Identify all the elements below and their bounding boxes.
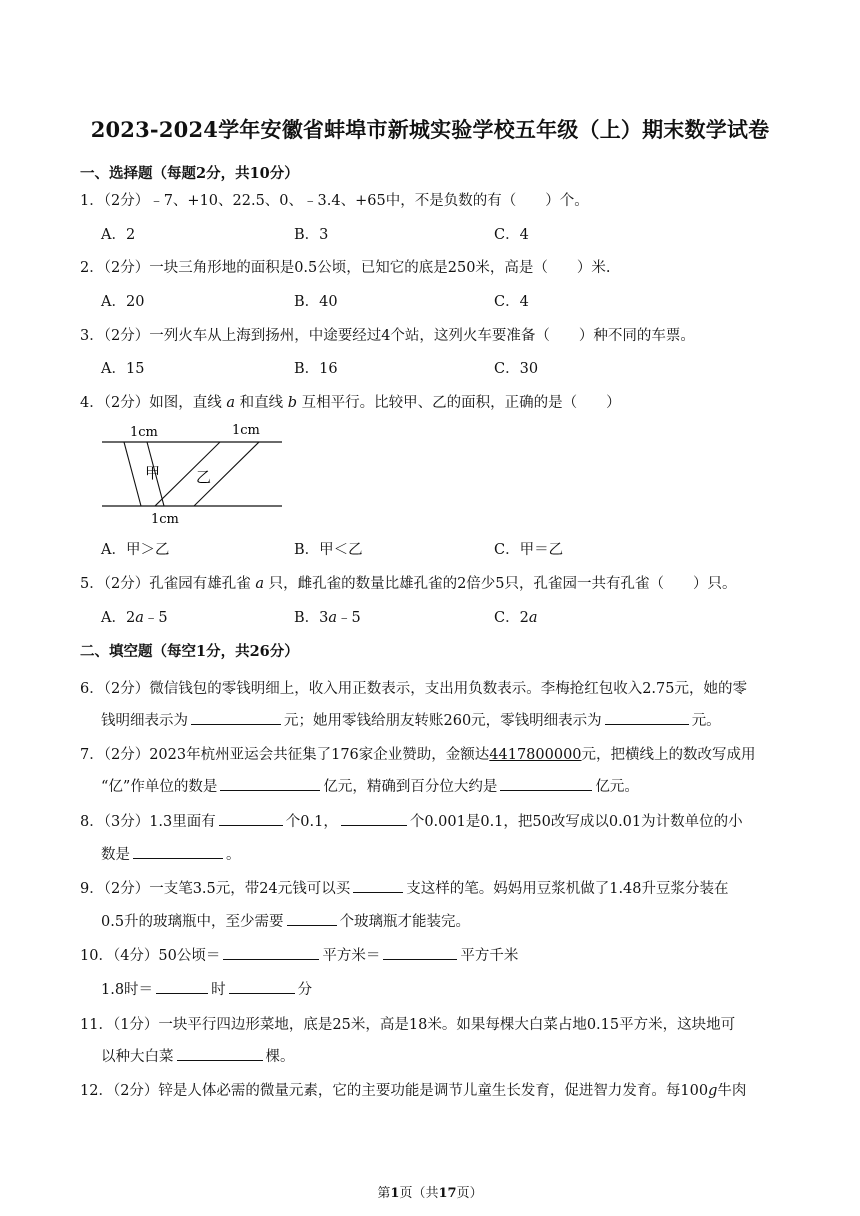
answer-blank[interactable]: [287, 911, 337, 926]
q11-text-a: 以种大白菜: [101, 1049, 174, 1065]
page-total: 17: [438, 1186, 457, 1201]
question-10-line1: [80, 944, 518, 965]
question-8-line2: [101, 843, 241, 864]
question-1-option-a[interactable]: A．2: [101, 227, 136, 243]
question-11-line2: [101, 1045, 295, 1066]
q10-text-c: 平方千米: [460, 948, 519, 964]
answer-blank[interactable]: [133, 844, 223, 859]
q11-text-b: 棵。: [265, 1049, 295, 1065]
question-5-option-c[interactable]: [494, 606, 537, 627]
question-4-text-pre: 4．（2分）如图，直线: [80, 395, 227, 411]
question-12-line1: [80, 1079, 746, 1100]
label-top-left-1cm: 1cm: [130, 425, 158, 440]
question-11-line1: 11．（1分）一块平行四边形菜地，底是25米，高是18米。如果每棵大白菜占地0.15平方米，这块地可: [80, 1017, 736, 1033]
q7-text-b: 元，把横线上的数改写成用: [581, 747, 756, 763]
section-heading-choice: 一、选择题（每题2分，共10分）: [80, 165, 299, 182]
question-6-line2: [101, 709, 721, 730]
question-4-text-mid: 和直线: [234, 395, 288, 411]
q6-text-a: 钱明细表示为: [101, 713, 188, 729]
answer-blank[interactable]: [341, 811, 407, 826]
q7-text-d: 亿元，精确到百分位大约是: [323, 779, 498, 795]
question-5-text: [80, 572, 737, 593]
unit-g: g: [708, 1083, 718, 1099]
question-4-text: [80, 391, 621, 412]
question-4-option-b[interactable]: B．甲＜乙: [294, 542, 363, 558]
answer-blank[interactable]: [156, 979, 208, 994]
question-3-text: 3．（2分）一列火车从上海到扬州，中途要经过4个站，这列火车要准备（ ）种不同的车票。: [80, 328, 695, 344]
answer-blank[interactable]: [353, 878, 403, 893]
q7-text-a: 7．（2分）2023年杭州亚运会共征集了176家企业赞助，金额达: [80, 747, 490, 763]
question-5-option-a[interactable]: [101, 606, 168, 627]
question-10-line2: [101, 978, 312, 999]
q9-text-a: 9．（2分）一支笔3.5元，带24元钱可以买: [80, 881, 351, 897]
variable-a: a: [255, 576, 264, 592]
option-c-var: a: [528, 610, 538, 626]
question-2-text: 2．（2分）一块三角形地的面积是0.5公顷，已知它的底是250米，高是（ ）米.: [80, 260, 611, 276]
q6-text-c: 元。: [691, 713, 721, 729]
option-b-post: ﹣5: [337, 610, 361, 626]
q12-text-b: 牛肉: [717, 1083, 747, 1099]
question-6-line1: 6．（2分）微信钱包的零钱明细上，收入用正数表示，支出用负数表示。李梅抢红包收入2.75元，她的零: [80, 681, 747, 697]
parallel-lines-figure: [96, 418, 296, 530]
q8-text-c: 个0.001是0.1，把50改写成以0.01为计数单位的小: [409, 814, 743, 830]
question-9-line1: [80, 877, 729, 898]
answer-blank[interactable]: [220, 776, 320, 791]
answer-blank[interactable]: [229, 979, 295, 994]
question-1-option-c[interactable]: C．4: [494, 227, 529, 243]
q8-text-d: 数是: [101, 847, 130, 863]
underlined-number: 4417800000: [489, 747, 582, 763]
label-top-right-1cm: 1cm: [232, 423, 260, 438]
footer-text-c: 页）: [456, 1186, 483, 1201]
q8-text-a: 8．（3分）1.3里面有: [80, 814, 216, 830]
page-title: 2023-2024学年安徽省蚌埠市新城实验学校五年级（上）期末数学试卷: [90, 117, 770, 142]
question-3-option-b[interactable]: B．16: [294, 361, 338, 377]
label-jia: 甲: [145, 464, 161, 482]
question-2-option-a[interactable]: A．20: [101, 294, 145, 310]
footer-text-a: 第: [377, 1186, 391, 1201]
question-5-text-pre: 5．（2分）孔雀园有雄孔雀: [80, 576, 256, 592]
answer-blank[interactable]: [219, 811, 283, 826]
option-a-pre: A．2: [101, 610, 136, 626]
answer-blank[interactable]: [500, 776, 592, 791]
q9-text-b: 支这样的笔。妈妈用豆浆机做了1.48升豆浆分装在: [406, 881, 729, 897]
q12-text-a: 12．（2分）锌是人体必需的微量元素，它的主要功能是调节儿童生长发育，促进智力发育。每100: [80, 1083, 709, 1099]
q7-text-e: 亿元。: [595, 779, 639, 795]
question-4-text-post: 互相平行。比较甲、乙的面积，正确的是（ ）: [296, 395, 621, 411]
question-2-option-c[interactable]: C．4: [494, 294, 529, 310]
q10-text-f: 分: [297, 982, 313, 998]
variable-b: b: [287, 395, 297, 411]
question-3-option-a[interactable]: A．15: [101, 361, 145, 377]
question-4-option-c[interactable]: C．甲＝乙: [494, 542, 564, 558]
label-yi: 乙: [196, 468, 212, 486]
question-5-option-b[interactable]: [294, 606, 361, 627]
q10-text-e: 时: [211, 982, 226, 998]
section-heading-fill: 二、填空题（每空1分，共26分）: [80, 643, 299, 660]
option-c-pre: C．2: [494, 610, 529, 626]
q10-text-a: 10．（4分）50公顷＝: [80, 948, 221, 964]
question-1-text: 1．（2分）﹣7、+10、22.5、0、﹣3.4、+65中，不是负数的有（ ）个。: [80, 193, 589, 209]
variable-a: a: [226, 395, 235, 411]
answer-blank[interactable]: [177, 1046, 263, 1061]
q8-text-e: 。: [226, 847, 241, 863]
option-a-post: ﹣5: [143, 610, 168, 626]
answer-blank[interactable]: [383, 945, 457, 960]
question-1-option-b[interactable]: B．3: [294, 227, 329, 243]
page-footer: [0, 1182, 860, 1201]
question-2-option-b[interactable]: B．40: [294, 294, 338, 310]
page-number: 1: [390, 1186, 400, 1201]
q6-text-b: 元；她用零钱给朋友转账260元，零钱明细表示为: [284, 713, 602, 729]
answer-blank[interactable]: [223, 945, 319, 960]
q10-text-b: 平方米＝: [322, 948, 381, 964]
q9-text-d: 个玻璃瓶才能装完。: [339, 914, 471, 930]
q8-text-b: 个0.1，: [285, 814, 338, 830]
option-a-var: a: [135, 610, 144, 626]
question-9-line2: [101, 910, 470, 931]
answer-blank[interactable]: [191, 710, 281, 725]
question-4-option-a[interactable]: A．甲＞乙: [101, 542, 170, 558]
option-b-var: a: [328, 610, 338, 626]
footer-text-b: 页（共: [399, 1186, 439, 1201]
label-bottom-1cm: 1cm: [151, 512, 179, 527]
question-8-line1: [80, 810, 743, 831]
q7-text-c: “亿”作单位的数是: [101, 779, 218, 795]
question-5-text-post: 只，雌孔雀的数量比雄孔雀的2倍少5只，孔雀园一共有孔雀（ ）只。: [263, 576, 737, 592]
q9-text-c: 0.5升的玻璃瓶中，至少需要: [101, 914, 284, 930]
question-3-option-c[interactable]: C．30: [494, 361, 539, 377]
question-7-line2: [101, 775, 639, 796]
option-b-pre: B．3: [294, 610, 329, 626]
q10-text-d: 1.8时＝: [101, 982, 154, 998]
answer-blank[interactable]: [605, 710, 689, 725]
question-7-line1: [80, 743, 756, 764]
